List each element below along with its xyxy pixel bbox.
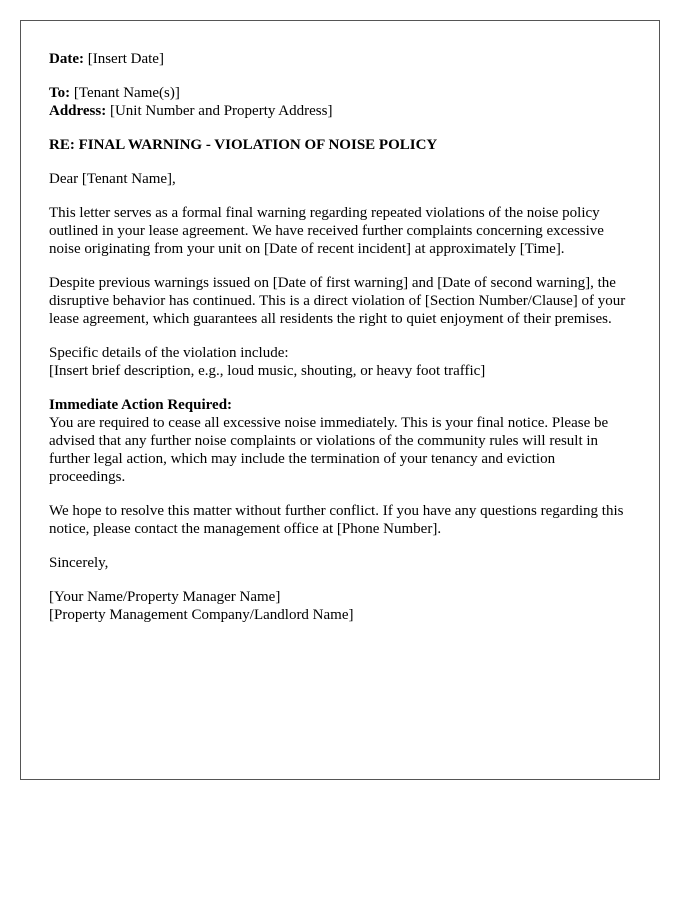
paragraph-action-required	[49, 396, 631, 486]
letter-document	[20, 20, 660, 780]
date-label: Date:	[49, 51, 84, 67]
signature-company: [Property Management Company/Landlord Name]	[49, 607, 354, 623]
salutation: Dear [Tenant Name],	[49, 171, 176, 187]
action-heading: Immediate Action Required:	[49, 397, 233, 413]
paragraph-previous-warnings: Despite previous warnings issued on [Date of first warning] and [Date of second warning], the disruptive behavior has continued. This is a direct violation of [Section Number/Clause] of your lease agreement, which guarantees all residents the right to quiet enjoyment of their premises.	[49, 275, 626, 327]
details-value: [Insert brief description, e.g., loud music, shouting, or heavy foot traffic]	[49, 363, 486, 379]
recipient-line	[49, 84, 631, 102]
paragraph-resolution: We hope to resolve this matter without further conflict. If you have any questions regarding this notice, please contact the management office at [Phone Number].	[49, 503, 624, 537]
action-body: You are required to cease all excessive noise immediately. This is your final notice. Please be advised that any further noise complaints or violations of the community rules will result in further legal action, which may include the termination of your tenancy and eviction proceedings.	[49, 415, 609, 485]
subject-line	[49, 136, 631, 154]
to-label: To:	[49, 85, 71, 101]
letter-header-date	[49, 50, 631, 68]
address-line	[49, 102, 631, 120]
paragraph-violation-details	[49, 344, 631, 380]
address-label: Address:	[49, 103, 107, 119]
address-value: [Unit Number and Property Address]	[106, 103, 333, 119]
date-value: [Insert Date]	[83, 51, 164, 67]
signature-name: [Your Name/Property Manager Name]	[49, 589, 281, 605]
to-value: [Tenant Name(s)]	[70, 85, 180, 101]
subject-text: RE: FINAL WARNING - VIOLATION OF NOISE POLICY	[49, 137, 438, 153]
closing: Sincerely,	[49, 555, 109, 571]
letter-header-recipient	[49, 84, 631, 120]
details-intro: Specific details of the violation include:	[49, 345, 289, 361]
signature-block	[49, 588, 631, 624]
paragraph-notice: This letter serves as a formal final warning regarding repeated violations of the noise policy outlined in your lease agreement. We have received further complaints concerning excessive noise originating from your unit on [Date of recent incident] at approximately [Time].	[49, 205, 604, 257]
